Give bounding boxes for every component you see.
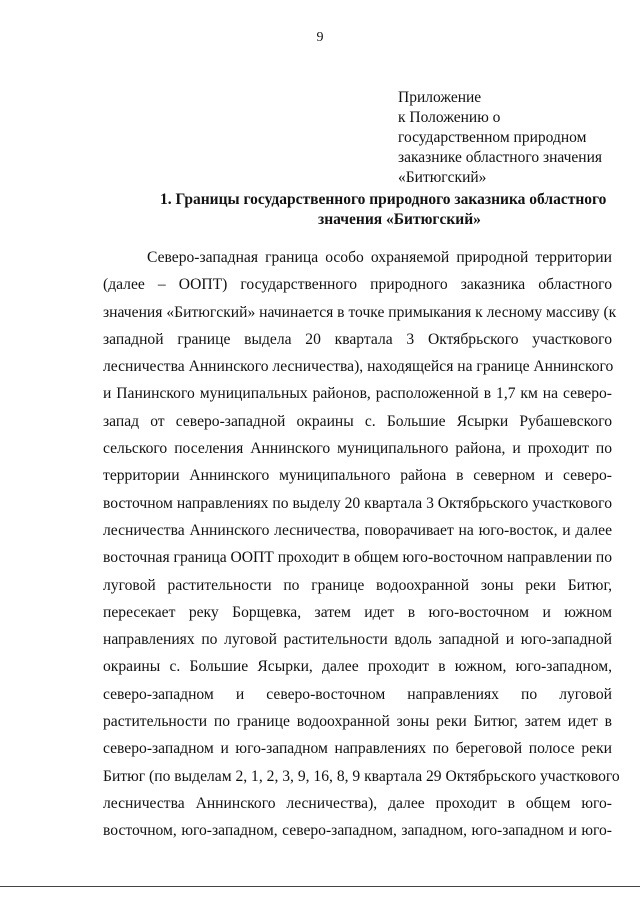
body-line: восточном, юго-западном, северо-западном, западном, юго-западном и юго- bbox=[103, 822, 612, 840]
body-line: северо-западном и северо-восточном направлениях по луговой bbox=[103, 685, 612, 703]
page-bottom-rule bbox=[0, 886, 640, 887]
body-line: пересекает реку Борщевка, затем идет в юго-восточном и южном bbox=[103, 603, 612, 621]
body-line: западной границе выдела 20 квартала 3 Октябрьского участкового bbox=[103, 330, 612, 348]
body-line: лесничества Аннинского лесничества), находящейся на границе Аннинского bbox=[103, 358, 614, 376]
body-line: восточная граница ООПТ проходит в общем юго-восточном направлении по bbox=[103, 549, 613, 567]
body-line: и Панинского муниципальных районов, расположенной в 1,7 км на северо- bbox=[103, 385, 612, 403]
body-line: восточном направлениях по выделу 20 квартала 3 Октябрьского участкового bbox=[103, 494, 612, 512]
appendix-line: заказнике областного значения bbox=[398, 149, 603, 166]
body-line: северо-западном и юго-западном направлениях по береговой полосе реки bbox=[103, 740, 612, 758]
body-line: (далее – ООПТ) государственного природного заказника областного bbox=[103, 276, 612, 294]
body-line: территории Аннинского муниципального района в северном и северо- bbox=[103, 467, 612, 485]
body-line: окраины с. Большие Ясырки, далее проходит в южном, юго-западном, bbox=[103, 658, 612, 676]
appendix-line: к Положению о bbox=[398, 109, 501, 126]
body-line: сельского поселения Аннинского муниципального района, и проходит по bbox=[103, 440, 612, 458]
body-line: лесничества Аннинского лесничества), далее проходит в общем юго- bbox=[103, 794, 612, 812]
page-number: 9 bbox=[316, 30, 324, 45]
body-paragraph bbox=[103, 244, 620, 845]
appendix-line: «Битюгский» bbox=[398, 169, 487, 186]
appendix-note bbox=[398, 88, 602, 188]
body-line: растительности по границе водоохранной зоны реки Битюг, затем идет в bbox=[103, 713, 612, 731]
body-line: Битюг (по выделам 2, 1, 2, 3, 9, 16, 8, 9 квартала 29 Октябрьского участкового bbox=[103, 767, 620, 785]
section-heading-line-2: значения «Битюгский» bbox=[318, 211, 481, 228]
appendix-line: Приложение bbox=[398, 89, 482, 106]
body-line: лесничества Аннинского лесничества, поворачивает на юго-восток, и далее bbox=[103, 521, 612, 539]
appendix-line: государственном природном bbox=[398, 129, 587, 146]
body-line: значения «Битюгский» начинается в точке примыкания к лесному массиву (к bbox=[103, 303, 617, 321]
body-line: Северо-западная граница особо охраняемой природной территории bbox=[147, 249, 612, 266]
section-heading-line-1: 1. Границы государственного природного заказника областного bbox=[160, 191, 607, 208]
body-line: запад от северо-западной окраины с. Большие Ясырки Рубашевского bbox=[103, 412, 612, 430]
body-line: направлениях по луговой растительности вдоль западной и юго-западной bbox=[103, 631, 612, 649]
body-line: луговой растительности по границе водоохранной зоны реки Битюг, bbox=[103, 576, 612, 594]
